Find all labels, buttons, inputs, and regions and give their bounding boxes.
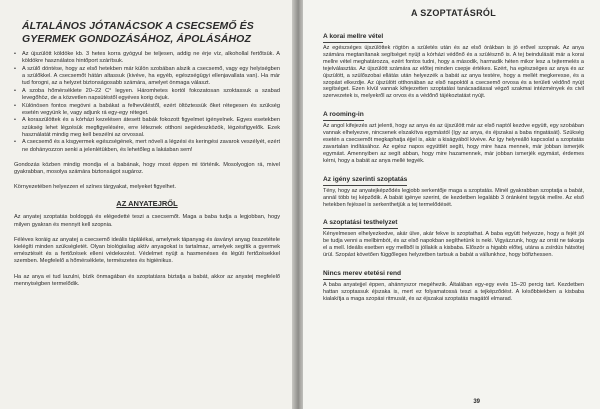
- section: [323, 168, 584, 209]
- paragraph: Az anyatej szoptatás boldoggá és elégedetté teszi a csecsemőt. Maga a baba tudja a legjobban, hogy milyen gyakran és mennyit kell szopnia.: [14, 214, 280, 228]
- paragraph: Gondozás közben mindig mondja el a babának, hogy most éppen mi történik. Mosolyogjon rá, mivel gyakrabban, mosolya számára biztonságot sugároz.: [14, 161, 280, 175]
- bullet-item: • Az újszülött köldöke kb. 3 hetes korra gyógyul be teljesen, addig ne érje víz, alkohollal fertőtsük. A köldökre használatos hintőport szárítsuk.: [14, 51, 280, 65]
- section-text: Kényelmesen elhelyezkedve, akár ülve, akár fekve is szoptathat. A baba együtt helyezze, hogy a fejét jól be tudja venni a mellbimbót, és az első napokban segíthetünk is neki. Vigyázzunk, hogy az orrát ne takarja el a mell. Ideális esetben egy mellből is jóllakik a kisbaba. Először a higabb előtej, utána a zsírdús hátsótej ürül. Szopást követően függőleges helyzetben tartsuk a babát a vállunkhoz, hogy böfizhessen.: [323, 231, 584, 259]
- section-heading: A rooming-in: [323, 111, 364, 121]
- right-page: [303, 0, 600, 409]
- section-text: A baba anyatejjel éppen, ahánnyszor megéhezik. Általában egy-egy evés 15–20 percig tart. Kezdetben hattan szoptassuk éjszaka is, mert ez folyamatossá teszi a tejképződést. A későbbiekben a kisbaba kialakítja a maga szopási ritmusát, és az éjszakai szoptatás magától elmarad.: [323, 282, 584, 302]
- bullet-item: • A szoba hőmérséklete 20–22 C° legyen. Háromhetes kortól fokozatosan szoktassuk a szabad levegőhöz, de a közvetlen napsütéstől egyéves korig óvjuk.: [14, 88, 280, 102]
- section-heading: A korai mellre vétel: [323, 33, 383, 43]
- section: [323, 25, 584, 100]
- section-text: Tény, hogy az anyatejképződés legjobb serkentője maga a szoptatás. Minél gyakrabban szoptatja a babát, annál több tej képződik. A babát igénye szerint, de kezdetben legalább 3 óránként tegyük mellre. Az első hetekben fejéssel is serkenthetjük a tej termelődését.: [323, 187, 584, 208]
- section-text: Az egészséges újszülöttek rögtön a születés után és az első órákban is jó erővel szopnak. Az anya számára megtanítanak segítséget nyújt a kórházi védőnő és a szülésznő is. A tej beindulását már a korai mellre vétel meghatározza, ezért fontos tudni, hogy a második, harmadik héten mikor lesz a tejtermelés a tejelválasztás. Az újszülött számára az előtej minden csepje értékes. Ezért, ha egészséges az anya és az újszülött, a szülőszobai ellátás után helyezzék a babát az anya testére, hogy a mellét megkeresse, és a szopást elkezdje. Az újszülött otthonában az első napoktól a csecsemő orvosa és a területi védőnő nyújt segítséget. Ezen kívül vannak kifejezetten szoptatási tanácsadással végző szakmai intézmények és civil szervezetek is, melyekről az orvos és a védőnő tájékoztatást nyújt.: [323, 45, 584, 100]
- page-number: 39: [473, 399, 480, 405]
- section-heading: AZ ANYATEJRŐL: [116, 199, 178, 209]
- paragraph: Ha az anya ei tud lazulni, bízik önmagában és szoptatásra biztatja a babát, akkor az anyatej megfelelő mennyiségben termelődik.: [14, 273, 280, 287]
- bullet-item: • Különösen fontos megóvni a babákat a felhevüléstől, ezért öltöztessük őket rétegesen és szükség esetén vegyünk le, vagy adjunk rá egy-egy réteget.: [14, 103, 280, 117]
- left-page: [0, 0, 296, 409]
- section-heading: Nincs merev etetési rend: [323, 270, 401, 280]
- bullet-item: • A koraszülöttek és a kórházi kezelésen átesett babák fokozott figyelmet igényelnek. Egyes esetekben szükség lehet légzésük megfigyelésére, erre léteznek otthoni segédeszközök, légzésfigyelők. Ezek használatát mindig meg kell beszélni az orvossal.: [14, 117, 280, 139]
- section: [323, 262, 584, 303]
- paragraph: Környezetében helyezzen el színes tárgyakat, melyeket figyelhet.: [14, 184, 176, 191]
- section: [323, 103, 584, 164]
- section: [323, 211, 584, 259]
- tips-bullet-list: [14, 51, 280, 154]
- section-heading: Az igény szerinti szoptatás: [323, 176, 407, 186]
- section-heading: A szoptatási testhelyzet: [323, 219, 398, 229]
- paragraph: Féléves koráig az anyatej a csecsemő ideális táplálékai, amelynek tápanyag és ásványi anyag összetétele kielégíti minden szükségletét. Olyan biológiailag aktív anyagokat is tartalmaz, amelyek segítik a gyermek emésztését és a fertőzések elleni védekezést. Védelmet nyújt a hasmenéses és légúti fertőzésekkel szemben. Megfelelő a hőmérséklete, természetes és higiénikus.: [14, 236, 280, 265]
- section-text: Az angol kifejezés azt jelenti, hogy az anya és az újszülött már az első naptól kezdve együtt, egy szobában vannak elhelyezve, nincsenek elszakítva egymástól (így az anya, és éjszakai a baba ringatását). Szükség esetén a csecsemőt megkaphatja éjjel is, akár a kiságyából kivéve. Az így helyreálló kapcsolat a szoptatás zavartalan indításához. Az egész napos együttlét segíti, hogy mire haza mennek, már jobban ismerjék egymást. Amennyiben az segít abban, hogy mire hazamennek, már jobban ismerjék egymást, érdemes kérni, hogy a babát az anya mellé tegyék.: [323, 123, 584, 164]
- bullet-item: • A szülő döntése, hogy az első hetekben már külön szobában alszik a csecsemő, vagy egy helyiségben a szülőkkel. A csecsemőt hátán altassuk (kivéve, ha egyéb, egészségügyi ellenjavallata van). Ha már tud forogni, az a helyzet biztonságosabb számára, amelyet önmaga választ.: [14, 66, 280, 88]
- left-page-title: ÁLTALÁNOS JÓTANÁCSOK A CSECSEMŐ ÉS GYERMEK GONDOZÁSÁHOZ, ÁPOLÁSÁHOZ: [22, 20, 254, 45]
- bullet-item: • A csecsemő és a kisgyermek egészségének, mert növeli a légzési és keringési zavarok veszélyét, ezért ne dohányozzon senki a jelenlétükben, és lehetőleg a lakásban sem!: [14, 139, 280, 153]
- right-page-title: A SZOPTATÁSRÓL: [410, 8, 497, 18]
